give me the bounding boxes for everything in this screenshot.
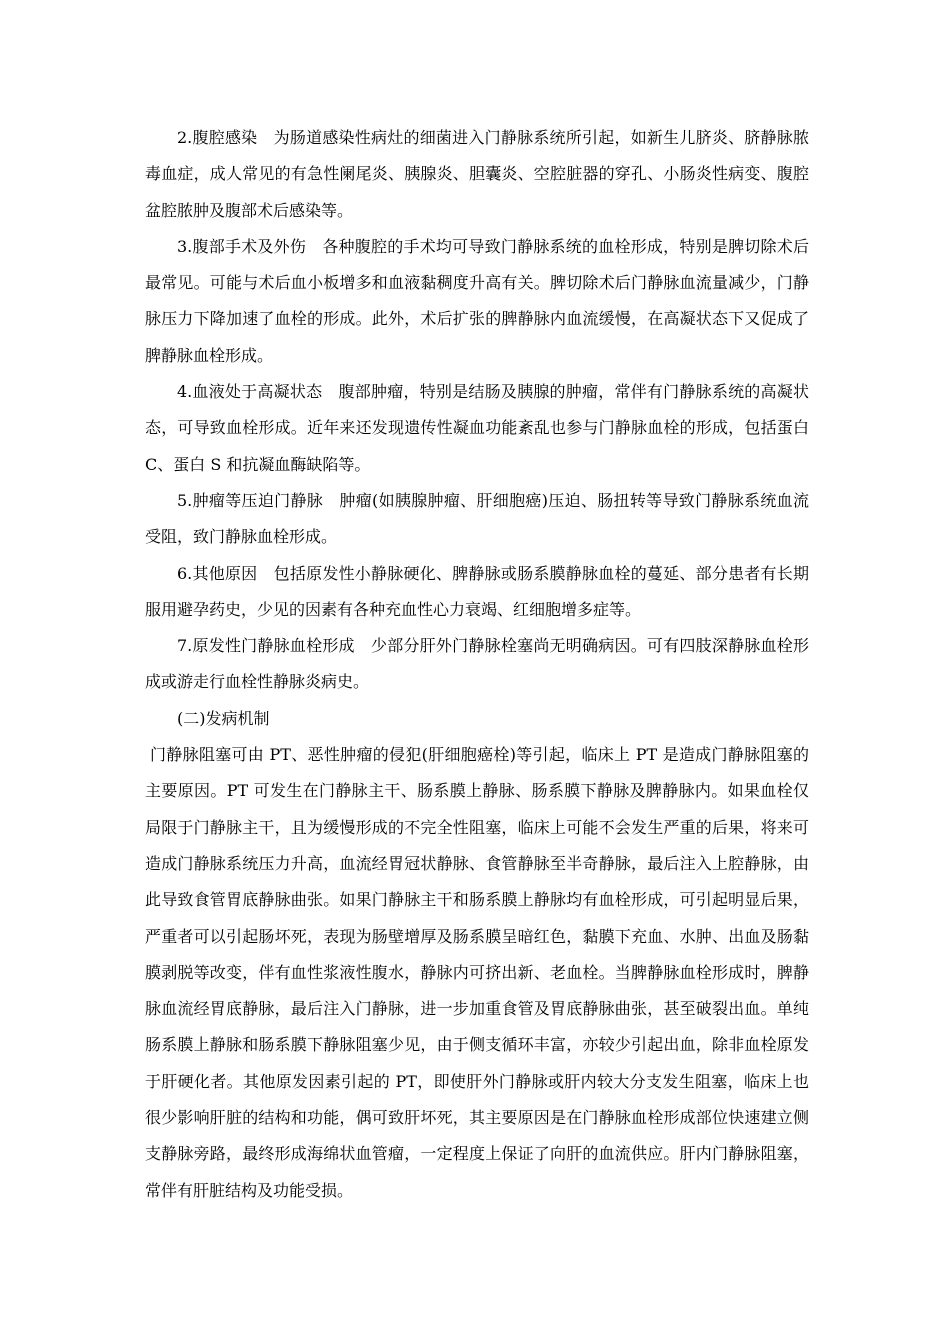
section-heading-pathogenesis: (二)发病机制	[177, 708, 270, 728]
paragraph-hypercoagulable-state: 4.血液处于高凝状态 腹部肿瘤，特别是结肠及胰腺的肿瘤，常伴有门静脉系统的高凝状态，可导致血栓形成。近年来还发现遗传性凝血功能紊乱也参与门静脉血栓的形成，包括蛋白 C、蛋白 S 和抗凝血酶缺陷等。	[145, 382, 809, 474]
paragraph-pathogenesis: 门静脉阻塞可由 PT、恶性肿瘤的侵犯(肝细胞癌栓)等引起，临床上 PT 是造成门静脉阻塞的主要原因。PT 可发生在门静脉主干、肠系膜上静脉、肠系膜下静脉及脾静脉内。如果血栓仅局限于门静脉主干，且为缓慢形成的不完全性阻塞，临床上可能不会发生严重的后果，将来可造成门静脉系统压力升高，血流经胃冠状静脉、食管静脉至半奇静脉，最后注入上腔静脉，由此导致食管胃底静脉曲张。如果门静脉主干和肠系膜上静脉均有血栓形成，可引起明显后果，严重者可以引起肠坏死，表现为肠壁增厚及肠系膜呈暗红色，黏膜下充血、水肿、出血及肠黏膜剥脱等改变，伴有血性浆液性腹水，静脉内可挤出新、老血栓。当脾静脉血栓形成时，脾静脉血流经胃底静脉，最后注入门静脉，进一步加重食管及胃底静脉曲张，甚至破裂出血。单纯肠系膜上静脉和肠系膜下静脉阻塞少见，由于侧支循环丰富，亦较少引起出血，除非血栓原发于肝硬化者。其他原发因素引起的 PT，即使肝外门静脉或肝内较大分支发生阻塞，临床上也很少影响肝脏的结构和功能，偶可致肝坏死，其主要原因是在门静脉血栓形成部位快速建立侧支静脉旁路，最终形成海绵状血管瘤，一定程度上保证了向肝的血流供应。肝内门静脉阻塞，常伴有肝脏结构及功能受损。	[145, 745, 809, 1200]
paragraph-other-causes: 6.其他原因 包括原发性小静脉硬化、脾静脉或肠系膜静脉血栓的蔓延、部分患者有长期服用避孕药史，少见的因素有各种充血性心力衰竭、红细胞增多症等。	[145, 563, 809, 619]
paragraph-abdominal-infection: 2.腹腔感染 为肠道感染性病灶的细菌进入门静脉系统所引起，如新生儿脐炎、脐静脉脓毒血症，成人常见的有急性阑尾炎、胰腺炎、胆囊炎、空腔脏器的穿孔、小肠炎性病变、腹腔盆腔脓肿及腹部术后感染等。	[145, 128, 809, 220]
paragraph-surgery-trauma: 3.腹部手术及外伤 各种腹腔的手术均可导致门静脉系统的血栓形成，特别是脾切除术后最常见。可能与术后血小板增多和血液黏稠度升高有关。脾切除术后门静脉血流量减少，门静脉压力下降加速了血栓的形成。此外，术后扩张的脾静脉内血流缓慢，在高凝状态下又促成了脾静脉血栓形成。	[145, 236, 809, 365]
paragraph-tumor-compression: 5.肿瘤等压迫门静脉 肿瘤(如胰腺肿瘤、肝细胞癌)压迫、肠扭转等导致门静脉系统血流受阻，致门静脉血栓形成。	[145, 490, 809, 547]
document-body	[145, 120, 809, 1209]
paragraph-primary-thrombosis: 7.原发性门静脉血栓形成 少部分肝外门静脉栓塞尚无明确病因。可有四肢深静脉血栓形成或游走行血栓性静脉炎病史。	[145, 636, 809, 692]
